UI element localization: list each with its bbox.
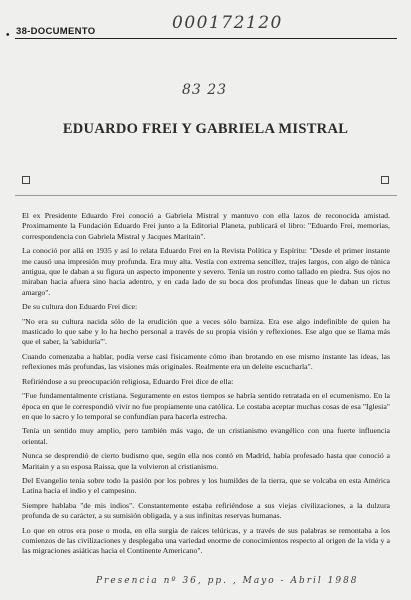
paragraph: Tenía un sentido muy amplio, pero también más vago, de un cristianismo evangélico con una fuerte influencia oriental. (22, 426, 390, 446)
paragraph: El ex Presidente Eduardo Frei conoció a Gabriela Mistral y mantuvo con ella lazos de reconocida amistad. Proximamente la Fundación Eduardo Frei junto a la Editorial Planeta, publicará el libro: "Eduardo Frei, memorias, correspondencia con Gabriela Mistral y Jacques Maritain". (22, 211, 390, 241)
article-body (22, 211, 390, 561)
paragraph: Siempre hablaba "de mis indios". Constantemente estaba refiriéndose a sus viejas civilizaciones, a la dulzura profunda de su carácter, a su sumisión obligada, y a sus infinitas reservas humanas. (22, 500, 390, 521)
paragraph: Lo que en otros era pose o moda, en ella surgía de raíces telúricas, y a través de sus palabras se remontaba a los comienzos de las civilizaciones y desplegaba una variedad enorme de conocimientos respecto al origen de la vida y a las migraciones asiáticas hacia el Continente Americano". (22, 525, 390, 556)
handwritten-source-note: Presencia nº 36, pp. , Mayo - Abril 1988 (96, 576, 359, 586)
title-rule (15, 195, 397, 196)
paragraph: "No era su cultura nacida sólo de la erudición que a veces sólo barniza. Era ese algo indefinible de quien ha masticado lo que sabe y lo ha hecho personal a través de su propia visión y reflexiones. Ese algo que se llama más que el saber, la 'sabiduría'". (22, 316, 390, 347)
paragraph: Del Evangelio tenía sobre todo la pasión por los pobres y los humildes de la tierra, que se volcaba en esta América Latina hacia el indio y el campesino. (22, 475, 390, 496)
corner-box-left (22, 176, 30, 184)
section-label: 38-DOCUMENTO (16, 26, 96, 37)
header-rule (15, 38, 397, 39)
archive-code: 000172120 (172, 13, 283, 33)
corner-box-right (381, 176, 389, 184)
paragraph: Refiriéndose a su preocupación religiosa, Eduardo Frei dice de ella: (22, 376, 234, 386)
paragraph: "Fue fundamentalmente cristiana. Seguramente en estos tiempos se habría sentido retratada en el ecumenismo. En la época en que le correspondió vivir no fue propiamente una católica. Le costaba aceptar muchas cosas de esa "Iglesia" en que lo sacro y lo temporal se confundían para hacerla estrecha. (22, 391, 390, 421)
paragraph: De su cultura don Eduardo Frei dice: (22, 302, 138, 312)
article-title: EDUARDO FREI Y GABRIELA MISTRAL (62, 121, 349, 137)
paragraph: La conoció por allá en 1935 y así lo relata Eduardo Frei en la Revista Política y Espíritu: "Desde el primer instante me causó una impresión muy profunda. Era muy alta. Vestía con extrema sencillez, trajes largos, con algo de túnica antigua, que le daban a su figura un aspecto imponente y severo. Tenía un rostro como tallado en piedra. Sus ojos no miraban hacia afuera sino hacia adentro, y en cada lado de su boca dos profundas líneas que le daban un rictus amargo". (22, 246, 390, 297)
folio-mark: 83 23 (182, 82, 228, 98)
paragraph: Nunca se desprendió de cierto budismo que, según ella nos contó en Madrid, había profesado hasta que conoció a Maritain y a su esposa Raissa, que la volvieron al cristianismo. (22, 451, 390, 471)
bullet-mark: • (6, 30, 10, 41)
paragraph: Cuando comenzaba a hablar, podía verse casi físicamente cómo iban brotando en ese mismo instante las ideas, las reflexiones más profundas, las visiones más originales. Realmente era un deleite escucharla". (22, 351, 390, 372)
